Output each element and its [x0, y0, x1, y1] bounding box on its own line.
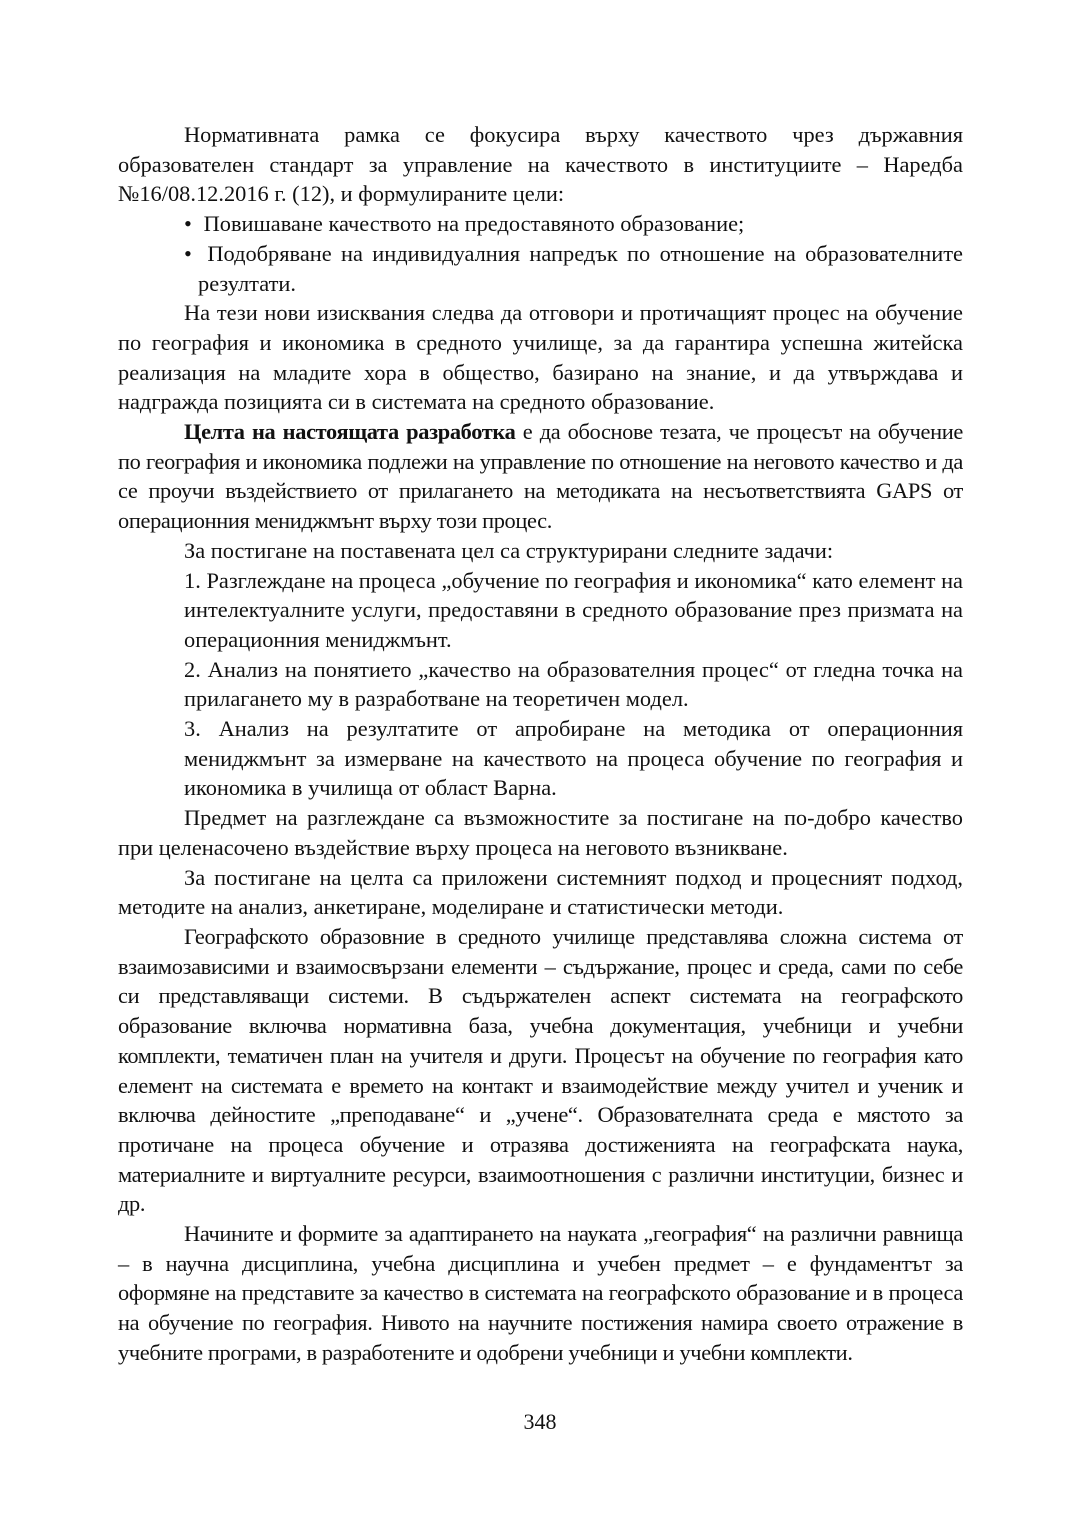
list-item-goal-2	[184, 239, 963, 298]
bullet-icon: •	[184, 211, 192, 237]
task-item-1: 1. Разглеждане на процеса „обучение по география и икономика“ като елемент на интелектуалните услуги, предоставяни в средното образование през призмата на операционния мениджмънт.	[184, 567, 963, 652]
list-item-text: Подобряване на индивидуалния напредък по отношение на образователните резултати.	[198, 240, 963, 296]
paragraph-methods: За постигане на целта са приложени системният подход и процесният подход, методите на анализ, анкетиране, моделиране и статистически методи.	[118, 864, 963, 920]
page-number: 348	[523, 1409, 557, 1434]
paragraph-adaptation: Начините и формите за адаптирането на науката „география“ на различни равнища – в научна дисциплина, учебна дисциплина и учебен предмет – е фундаментът за оформяне на представите за качество в системата на географското образование и в процеса на обучение по география. Нивото на научните постижения намира своето отражение в учебните програми, в разработените и одобрени учебници и учебни комплекти.	[118, 1221, 963, 1365]
list-item-text: Повишаване качеството на предоставяното образование;	[203, 211, 745, 237]
list-item-goal-1	[184, 209, 963, 239]
paragraph-aim	[118, 417, 963, 536]
paragraph-normative-framework: Нормативната рамка се фокусира върху качеството чрез държавния образователен стандарт за управление на качеството в институциите – Наредба №16/08.12.2016 г. (12), и формулираните цели:	[118, 122, 963, 207]
document-page	[118, 120, 963, 1368]
aim-heading-bold: Целта на настоящата разработка	[184, 419, 516, 445]
paragraph-subject: Предмет на разглеждане са възможностите за постигане на по-добро качество при целенасочено въздействие върху процеса на неговото възникване.	[118, 805, 963, 860]
task-item-3: 3. Анализ на резултатите от апробиране на методика от операционния мениджмънт за измерване на качеството на процеса обучение по география и икономика в училища от област Варна.	[184, 716, 963, 801]
paragraph-new-requirements: На тези нови изисквания следва да отговори и протичащият процес на обучение по география и икономика в средното училище, за да гарантира успешна житейска реализация на младите хора в общество, базирано на знание, и да утвърждава и надгражда позицията си в системата на средното образование.	[118, 300, 963, 415]
paragraph-geographic-education: Географското образовние в средното училище представлява сложна система от взаимозависими и взаимосвързани елементи – съдържание, процес и среда, сами по себе си представляващи системи. В съдържателен аспект системата на географското образование включва нормативна база, учебна документация, учебници и учебни комплекти, тематичен план на учителя и други. Процесът на обучение по география като елемент на системата е времето на контакт и взаимодействие между учител и ученик и включва дейностите „преподаване“ и „учене“. Образователната среда е мястото за протичане на процеса обучение и отразява достиженията на географската наука, материалните и виртуалните ресурси, взаимоотношения с различни институции, бизнес и др.	[118, 923, 963, 1217]
task-item-2: 2. Анализ на понятието „качество на образователния процес“ от гледна точка на прилагането му в разработване на теоретичен модел.	[184, 656, 963, 712]
bullet-icon: •	[184, 240, 192, 266]
paragraph-tasks-intro: За постигане на поставената цел са структурирани следните задачи:	[184, 537, 834, 563]
aim-text: е да обоснове тезата, че процесът на обучение по география и икономика подлежи на управление по отношение на неговото качество и да се проучи въздействието от прилагането на методиката на несъответствията GAPS от операционния мениджмънт върху този процес.	[118, 419, 963, 534]
